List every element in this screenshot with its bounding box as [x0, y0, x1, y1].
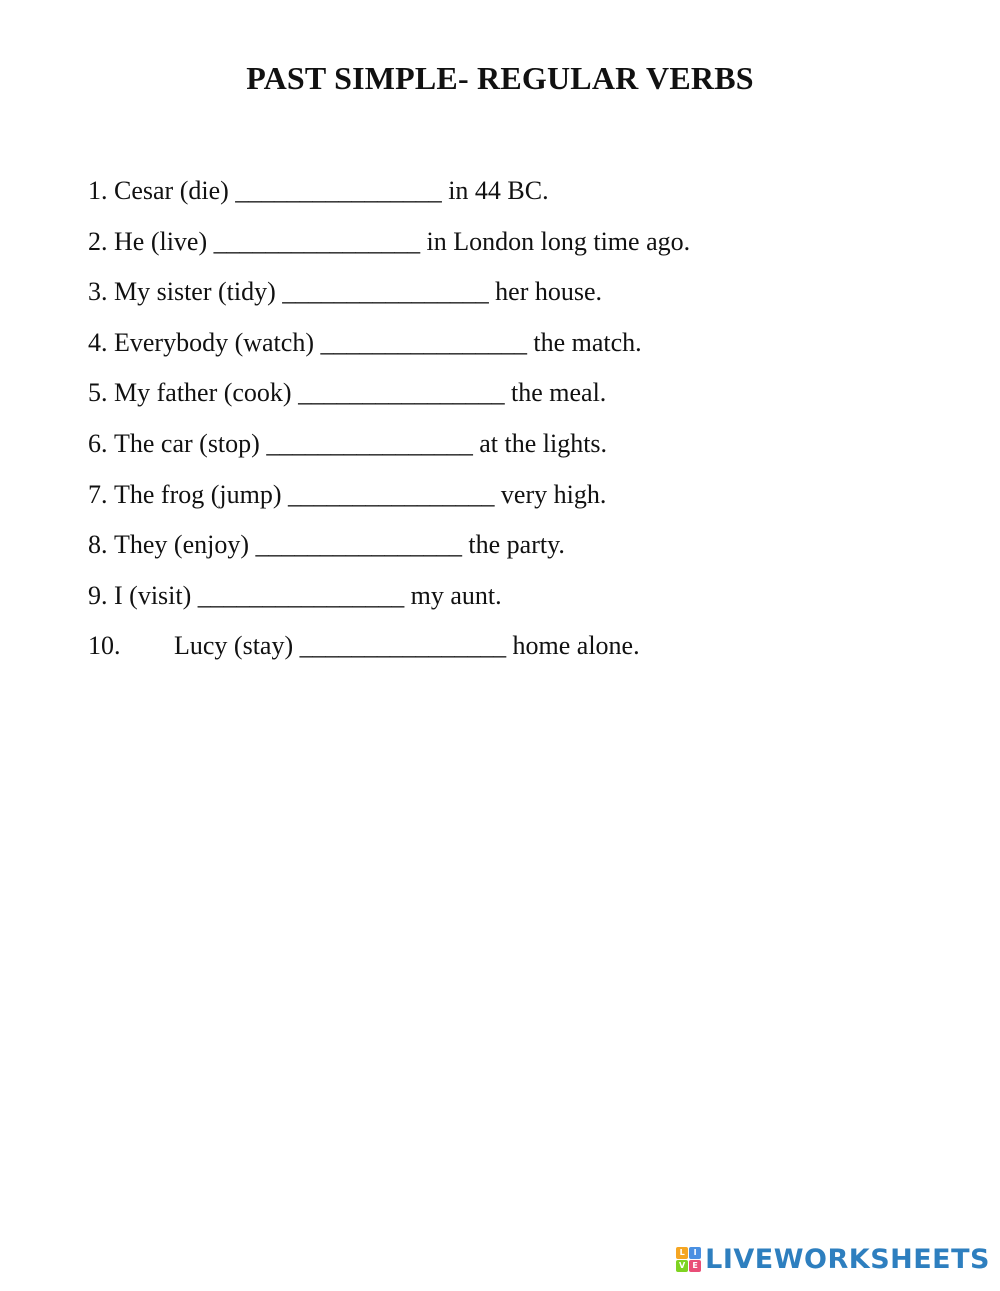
item-number: 6. [88, 428, 108, 458]
exercise-item-2 [88, 223, 948, 274]
exercise-item-9 [88, 577, 948, 628]
logo-letter: I [689, 1247, 701, 1259]
item-prompt: I (visit) [114, 580, 192, 610]
answer-blank-7[interactable]: ________________ [288, 479, 495, 509]
liveworksheets-logo [676, 1244, 990, 1275]
answer-blank-3[interactable]: ________________ [282, 277, 489, 307]
logo-letter: V [676, 1260, 688, 1272]
answer-blank-10[interactable]: ________________ [299, 631, 507, 661]
item-prompt: My father (cook) [114, 378, 292, 408]
answer-blank-1[interactable]: ________________ [235, 176, 442, 205]
exercise-list [88, 172, 948, 678]
item-ending: in London long time ago. [426, 226, 691, 256]
item-ending: in 44 BC. [448, 176, 549, 205]
item-prompt: The frog (jump) [114, 479, 282, 509]
item-prompt: They (enjoy) [114, 530, 250, 560]
exercise-item-5 [88, 374, 948, 425]
item-number: 1. [88, 176, 108, 205]
answer-blank-2[interactable]: ________________ [213, 226, 421, 256]
item-number: 5. [88, 378, 108, 408]
item-ending: at the lights. [479, 428, 608, 458]
answer-blank-9[interactable]: ________________ [197, 580, 405, 610]
exercise-item-6 [88, 425, 948, 476]
item-ending: very high. [500, 479, 607, 509]
logo-letter: E [689, 1260, 701, 1272]
item-number: 7. [88, 479, 108, 509]
item-number: 3. [88, 277, 108, 307]
item-ending: the match. [533, 327, 642, 357]
logo-icon [676, 1247, 701, 1272]
exercise-item-8 [88, 526, 948, 577]
page-title: PAST SIMPLE- REGULAR VERBS [246, 60, 754, 96]
exercise-item-3 [88, 273, 948, 324]
item-ending: the party. [468, 530, 565, 560]
item-ending: her house. [495, 277, 603, 307]
item-number: 8. [88, 530, 108, 560]
item-ending: the meal. [511, 378, 607, 408]
item-prompt: The car (stop) [114, 428, 260, 458]
logo-letter: L [676, 1247, 688, 1259]
item-prompt: Lucy (stay) [174, 631, 294, 661]
exercise-item-1 [88, 172, 948, 223]
answer-blank-6[interactable]: ________________ [266, 428, 473, 458]
answer-blank-8[interactable]: ________________ [255, 530, 462, 560]
exercise-item-4 [88, 324, 948, 375]
answer-blank-5[interactable]: ________________ [298, 378, 505, 408]
item-ending: my aunt. [410, 580, 502, 610]
item-number: 4. [88, 327, 108, 357]
answer-blank-4[interactable]: ________________ [320, 327, 527, 357]
exercise-item-7 [88, 476, 948, 527]
item-prompt: Cesar (die) [114, 176, 229, 205]
item-ending: home alone. [512, 631, 640, 661]
brand-name: LIVEWORKSHEETS [705, 1244, 990, 1275]
item-prompt: My sister (tidy) [114, 277, 276, 307]
item-number: 2. [88, 226, 108, 256]
exercise-item-10 [88, 627, 948, 678]
item-number: 9. [88, 580, 108, 610]
item-number: 10. [88, 631, 121, 661]
item-prompt: He (live) [114, 226, 208, 256]
item-prompt: Everybody (watch) [114, 327, 314, 357]
